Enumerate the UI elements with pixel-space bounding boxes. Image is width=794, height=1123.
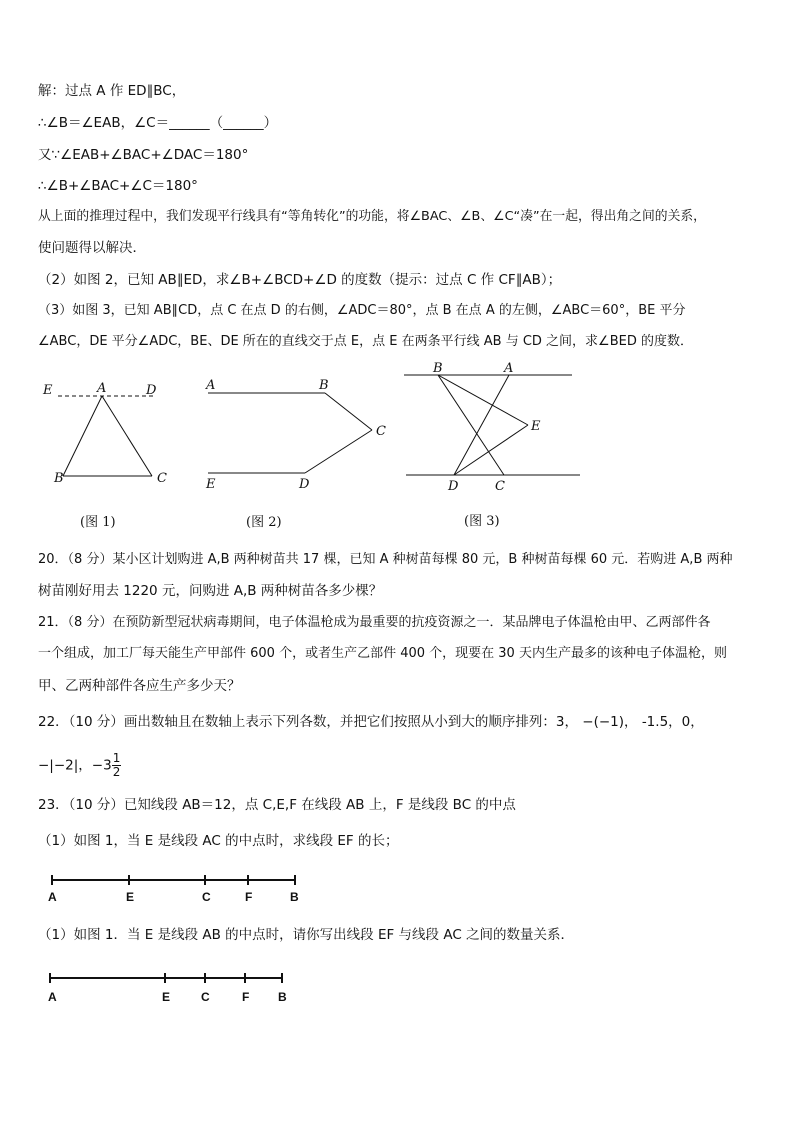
solution-line-2: ∴∠B＝∠EAB，∠C＝______（______） [38,115,278,131]
seg1-label-f: F [245,890,253,904]
question-21-line-2: 一个组成，加工厂每天能生产甲部件 600 个，或者生产乙部件 400 个，现要在 30 天内生产最多的该种电子体温枪，则 [38,646,727,661]
fig2-label-a: A [206,378,216,393]
figure-1-diagram [40,375,180,495]
question-22-values: −|−2|，−3 [38,757,112,774]
question-21-line-1: 21．（8 分）在预防新型冠状病毒期间，电子体温枪成为最重要的抗疫资源之一．某品牌电子体温枪由甲、乙两部件各 [38,615,711,630]
fraction-numerator: 1 [112,751,121,765]
fig3-label-e: E [531,419,541,434]
question-part-3-line-2: ∠ABC，DE 平分∠ADC，BE、DE 所在的直线交于点 E，点 E 在两条平行线 AB 与 CD 之间，求∠BED 的度数． [38,334,693,349]
fraction-one-half [112,752,122,779]
figure-1-caption: (图 1) [80,515,116,530]
solution-line-4: ∴∠B+∠BAC+∠C＝180° [38,178,198,194]
fig3-label-d: D [448,479,459,494]
question-22-line-1: 22．（10 分）画出数轴且在数轴上表示下列各数，并把它们按照从小到大的顺序排列：3， −(−1)， -1.5，0， [38,714,704,730]
fig2-label-c: C [376,424,386,439]
fig1-label-a: A [97,381,107,396]
question-23-stem: 23．（10 分）已知线段 AB＝12，点 C,E,F 在线段 AB 上，F 是线段 BC 的中点 [38,797,516,813]
fig1-label-e: E [43,383,53,398]
figure-3-diagram [400,358,585,498]
segment-diagram-1 [40,868,310,908]
fig2-label-d: D [299,477,310,492]
fig1-label-c: C [157,471,167,486]
fig2-label-e: E [206,477,216,492]
seg1-label-e: E [126,890,135,904]
fig3-label-a: A [504,361,514,376]
seg1-label-b: B [290,890,299,904]
question-23-part-1: （1）如图 1，当 E 是线段 AC 的中点时，求线段 EF 的长； [38,833,399,849]
question-22-line-2 [38,752,121,779]
question-20-line-1: 20．（8 分）某小区计划购进 A,B 两种树苗共 17 棵，已知 A 种树苗每棵 80 元，B 种树苗每棵 60 元．若购进 A,B 两种 [38,552,733,567]
figure-2-caption: (图 2) [246,515,282,530]
seg2-label-a: A [48,990,57,1004]
fig2-label-b: B [319,378,329,393]
question-23-part-2: （1）如图 1．当 E 是线段 AB 的中点时，请你写出线段 EF 与线段 AC 之间的数量关系． [38,927,575,943]
figure-2-diagram [200,370,400,500]
question-20-line-2: 树苗刚好用去 1220 元，问购进 A,B 两种树苗各多少棵？ [38,583,383,599]
fig3-label-c: C [495,479,505,494]
question-part-2: （2）如图 2，已知 AB∥ED，求∠B+∠BCD+∠D 的度数（提示：过点 C 作 CF∥AB）； [38,272,562,288]
fraction-denominator: 2 [112,765,121,779]
fig1-label-d: D [146,383,157,398]
question-part-3-line-1: （3）如图 3，已知 AB∥CD，点 C 在点 D 的右侧，∠ADC＝80°，点 B 在点 A 的左侧，∠ABC＝60°，BE 平分 [38,303,686,318]
paragraph-line-1: 从上面的推理过程中，我们发现平行线具有“等角转化”的功能，将∠BAC、∠B、∠C“凑”在一起，得出角之间的关系， [38,209,706,224]
seg2-label-f: F [242,990,250,1004]
question-21-line-3: 甲、乙两种部件各应生产多少天？ [38,678,241,694]
seg2-label-b: B [278,990,287,1004]
fig1-label-b: B [54,471,64,486]
solution-line-3: 又∵∠EAB+∠BAC+∠DAC＝180° [38,147,249,163]
fig3-label-b: B [433,361,443,376]
solution-line-1: 解：过点 A 作 ED∥BC， [38,83,186,99]
segment-diagram-2 [40,966,300,1006]
paragraph-line-2: 使问题得以解决． [38,240,146,256]
seg1-label-c: C [202,890,211,904]
seg2-label-e: E [162,990,171,1004]
seg1-label-a: A [48,890,57,904]
figure-3-caption: (图 3) [464,514,500,529]
seg2-label-c: C [201,990,210,1004]
